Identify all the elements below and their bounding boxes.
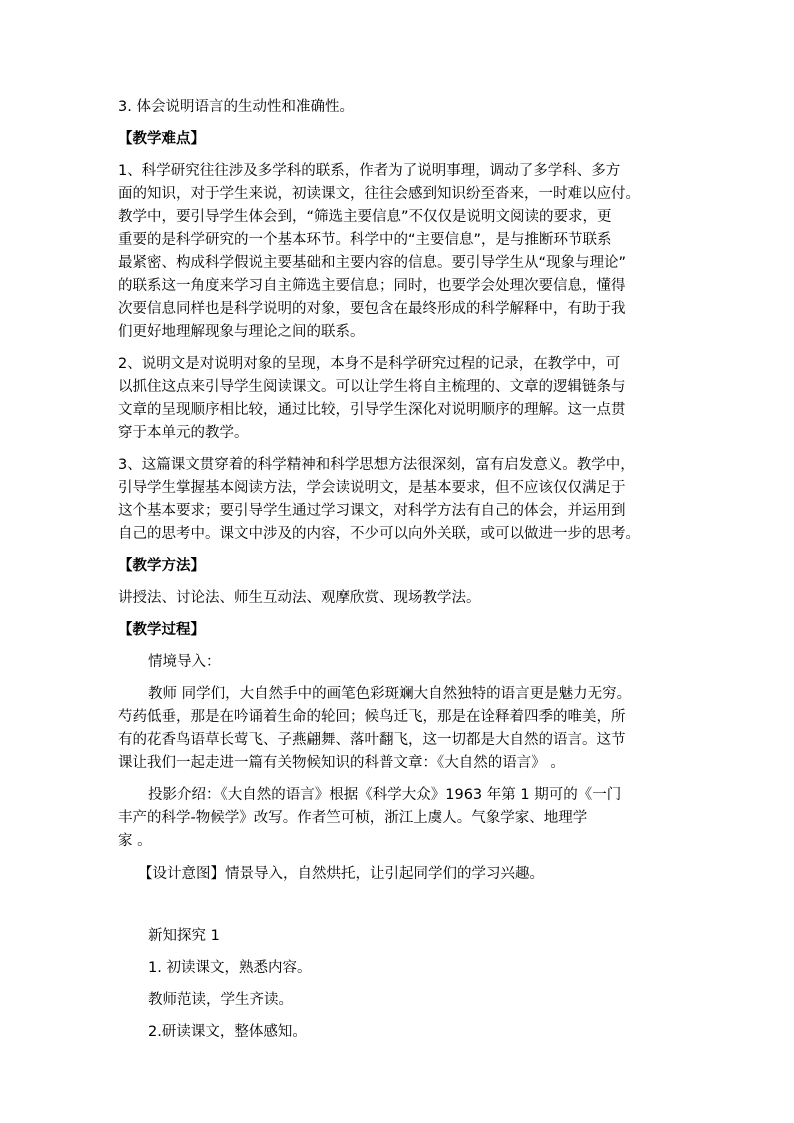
- design-intent-paragraph: 【设计意图】情景导入，自然烘托，让引起同学们的学习兴趣。: [138, 866, 544, 882]
- heading-teaching-difficulty: 【教学难点】: [118, 131, 205, 147]
- heading-teaching-method: 【教学方法】: [118, 558, 205, 574]
- explore-label: 新知探究 1: [148, 928, 220, 944]
- step-1-detail: 教师范读，学生齐读。: [148, 992, 293, 1008]
- teacher-paragraph: 教师 同学们，大自然手中的画笔色彩斑斓大自然独特的语言更是魅力无穷。 芍药低垂，那是在吟诵着生命的轮回；候鸟迁飞，那是在诠释着四季的唯美，所 有的花香鸟语草长莺飞、子燕翩舞、落叶翻飞，这一切都是大自然的语言。这节 课让我们一起走进一篇有关物候知识的科普文章：《大自然的语言》 。: [118, 686, 632, 771]
- document-body: [118, 96, 678, 1053]
- method-paragraph: 讲授法、讨论法、师生互动法、观摩欣赏、现场教学法。: [118, 590, 481, 606]
- difficulty-paragraph-2: 2、说明文是对说明对象的呈现，本身不是科学研究过程的记录，在教学中，可 以抓住这点来引导学生阅读课文。可以让学生将自主梳理的、文章的逻辑链条与 文章的呈现顺序相比较，通过比较，引导学生深化对说明顺序的理解。这一点贯 穿于本单元的教学。: [118, 356, 626, 441]
- difficulty-paragraph-1: 1、科学研究往往涉及多学科的联系，作者为了说明事理，调动了多学科、多方 面的知识，对于学生来说，初读课文，往往会感到知识纷至沓来，一时难以应付。 教学中，要引导学生体会到，“筛选主要信息”不仅仅是说明文阅读的要求，更 重要的是科学研究的一个基本环节。科学中的“主要信息”，是与推断环节联系 最紧密、构成科学假说主要基础和主要内容的信息。要引导学生从“现象与理论” 的联系这一角度来学习自主筛选主要信息；同时，也要学会处理次要信息，懂得 次要信息同样也是科学说明的对象，要包含在最终形成的科学解释中，有助于我 们更好地理解现象与理论之间的联系。: [118, 163, 640, 340]
- difficulty-paragraph-3: 3、这篇课文贯穿着的科学精神和科学思想方法很深刻，富有启发意义。教学中， 引导学生掌握基本阅读方法，学会读说明文，是基本要求，但不应该仅仅满足于 这个基本要求；要引导学生通过学习课文，对科学方法有自己的体会，并运用到 自己的思考中。课文中涉及的内容，不少可以向外关联，或可以做进一步的思考。: [118, 457, 640, 542]
- projection-paragraph: 投影介绍：《大自然的语言》根据《科学大众》1963 年第 1 期可的《一门 丰产的科学-物候学》改写。作者竺可桢，浙江上虞人。气象学家、地理学 家 。: [118, 787, 622, 849]
- heading-teaching-process: 【教学过程】: [118, 622, 205, 638]
- intro-label: 情境导入：: [148, 654, 221, 670]
- step-1: 1. 初读课文，熟悉内容。: [148, 960, 312, 976]
- objective-item-3: 3. 体会说明语言的生动性和准确性。: [118, 99, 354, 115]
- step-2: 2.研读课文，整体感知。: [148, 1024, 307, 1040]
- spacer: [118, 895, 678, 925]
